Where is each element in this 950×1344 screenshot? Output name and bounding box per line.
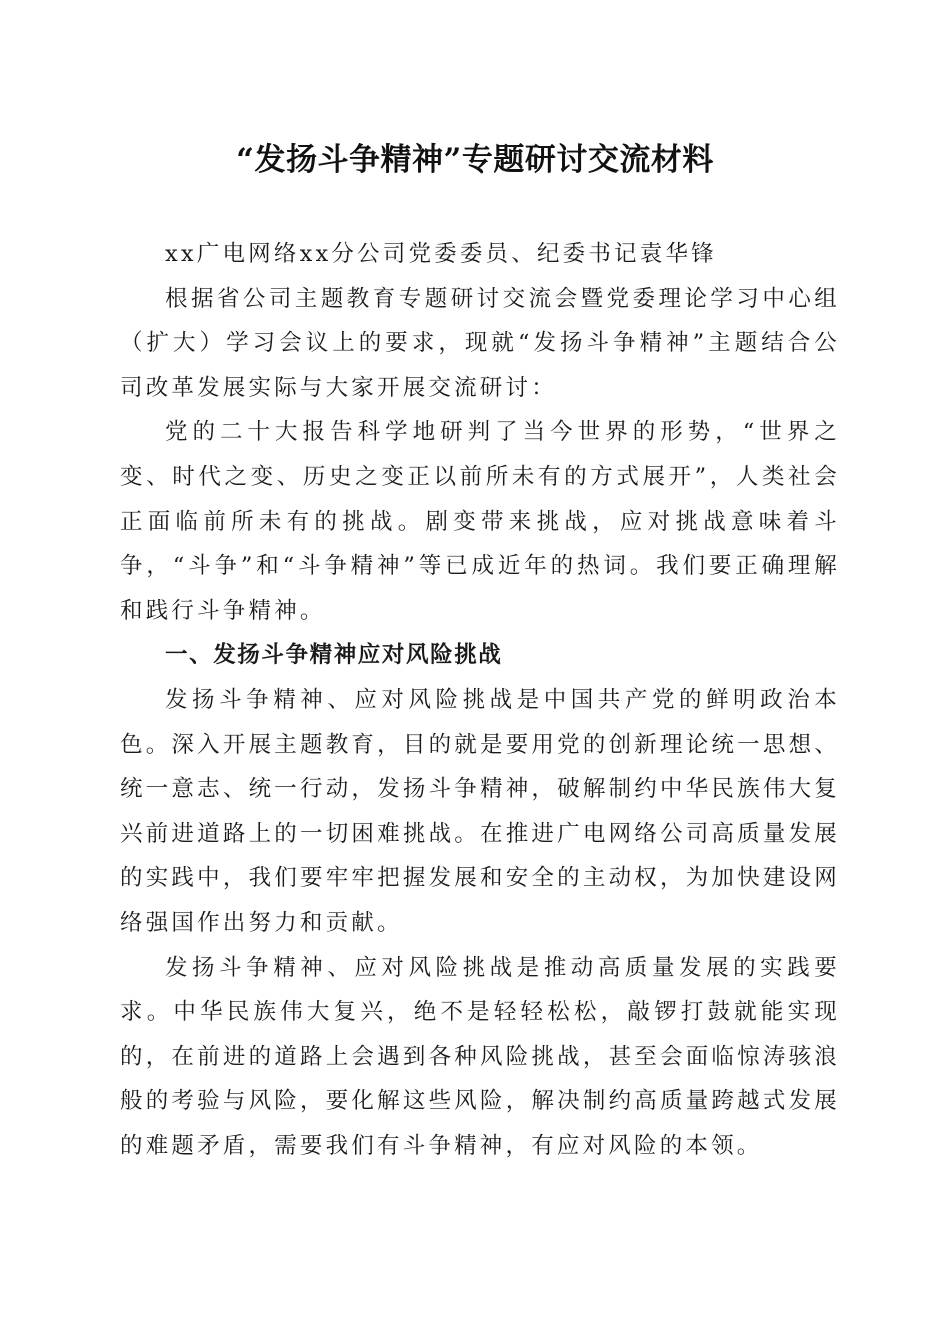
document-body (120, 232, 840, 1168)
context-paragraph: 党的二十大报告科学地研判了当今世界的形势，“世界之变、时代之变、历史之变正以前所未有的方式展开”，人类社会正面临前所未有的挑战。剧变带来挑战，应对挑战意味着斗争，“斗争”和“斗争精神”等已成近年的热词。我们要正确理解和践行斗争精神。 (120, 419, 840, 624)
document-title: “发扬斗争精神”专题研讨交流材料 (236, 142, 714, 178)
section-paragraph: 发扬斗争精神、应对风险挑战是中国共产党的鲜明政治本色。深入开展主题教育，目的就是要用党的创新理论统一思想、统一意志、统一行动，发扬斗争精神，破解制约中华民族伟大复兴前进道路上的一切困难挑战。在推进广电网络公司高质量发展的实践中，我们要牢牢把握发展和安全的主动权，为加快建设网络强国作出努力和贡献。 (120, 686, 840, 936)
section-heading: 一、发扬斗争精神应对风险挑战 (165, 642, 503, 669)
section-paragraph: 发扬斗争精神、应对风险挑战是推动高质量发展的实践要求。中华民族伟大复兴，绝不是轻轻松松，敲锣打鼓就能实现的，在前进的道路上会遇到各种风险挑战，甚至会面临惊涛骇浪般的考验与风险，要化解这些风险，解决制约高质量跨越式发展的难题矛盾，需要我们有斗争精神，有应对风险的本领。 (120, 954, 840, 1159)
intro-paragraph: 根据省公司主题教育专题研讨交流会暨党委理论学习中心组（扩大）学习会议上的要求，现就“发扬斗争精神”主题结合公司改革发展实际与大家开展交流研讨： (120, 285, 840, 401)
author-line: xx广电网络xx分公司党委委员、纪委书记袁华锋 (165, 241, 717, 267)
